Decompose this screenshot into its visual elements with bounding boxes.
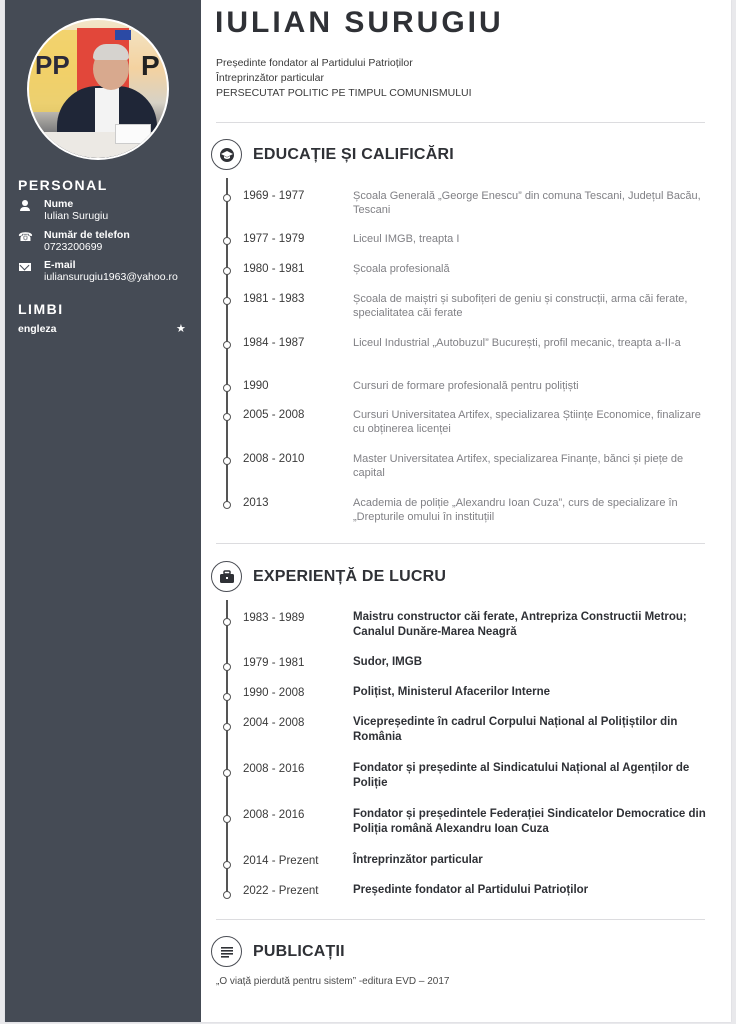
person-icon	[18, 200, 38, 214]
header-subtitles	[216, 56, 472, 101]
personal-label: E-mail	[44, 259, 76, 271]
star-icon: ★	[176, 323, 186, 335]
divider	[216, 919, 705, 920]
timeline-description: Întreprinzător particular	[353, 854, 483, 866]
publications-section-header	[211, 936, 345, 967]
timeline-node	[223, 413, 231, 421]
timeline-date: 2014 - Prezent	[243, 855, 319, 867]
timeline-date: 2008 - 2010	[243, 453, 305, 465]
timeline-description: Școala Generală „George Enescu” din comuna Tescani, Județul Bacău, Tescani	[353, 190, 701, 216]
divider	[216, 543, 705, 544]
timeline-description: Liceul IMGB, treapta I	[353, 233, 460, 245]
mail-icon	[18, 261, 38, 275]
timeline-date: 1977 - 1979	[243, 233, 305, 245]
timeline-description: Liceul Industrial „Autobuzul” București, profil mecanic, treapta a-II-a	[353, 337, 681, 349]
timeline-node	[223, 693, 231, 701]
timeline-description: Cursuri de formare profesională pentru polițiști	[353, 380, 579, 392]
timeline-description: Școala de maiștri și subofițeri de geniu și construcții, arma căi ferate, specialitatea căi ferate	[353, 293, 688, 319]
timeline-date: 1984 - 1987	[243, 337, 305, 349]
timeline-node	[223, 618, 231, 626]
timeline-date: 1983 - 1989	[243, 612, 305, 624]
language-name: engleza	[18, 323, 57, 335]
personal-label: Nume	[44, 198, 74, 210]
timeline-date: 2008 - 2016	[243, 763, 305, 775]
cv-page	[5, 0, 731, 1022]
publications-title: PUBLICAȚII	[253, 942, 345, 960]
timeline-line	[226, 600, 228, 898]
personal-value[interactable]: iuliansurugiu1963@yahoo.ro	[44, 271, 178, 283]
subtitle: Președinte fondator al Partidului Patrioților	[216, 57, 413, 69]
profile-photo: PP P	[27, 18, 169, 160]
publication-item: „O viață pierdută pentru sistem” -editura EVD – 2017	[216, 976, 450, 987]
timeline-node	[223, 891, 231, 899]
timeline-date: 1980 - 1981	[243, 263, 305, 275]
timeline-description: Fondator și președinte al Sindicatului Național al Agenților de Poliție	[353, 762, 690, 789]
timeline-description: Vicepreședinte în cadrul Corpului Național al Polițiștilor din România	[353, 716, 678, 743]
experience-title: EXPERIENȚĂ DE LUCRU	[253, 567, 447, 585]
timeline-date: 2013	[243, 497, 269, 509]
briefcase-icon	[211, 561, 242, 592]
timeline-description: Maistru constructor căi ferate, Antrepriza Constructii Metrou; Canalul Dunăre-Marea Neagră	[353, 611, 687, 638]
phone-icon: ☎	[18, 230, 33, 244]
timeline-node	[223, 769, 231, 777]
personal-value[interactable]: 0723200699	[44, 241, 103, 253]
education-title: EDUCAȚIE ȘI CALIFICĂRI	[253, 145, 454, 163]
timeline-node	[223, 384, 231, 392]
timeline-date: 2004 - 2008	[243, 717, 305, 729]
personal-section-title: PERSONAL	[18, 177, 108, 193]
timeline-node	[223, 815, 231, 823]
timeline-description: Președinte fondator al Partidului Patrioților	[353, 884, 589, 896]
personal-label: Număr de telefon	[44, 229, 130, 241]
timeline-node	[223, 267, 231, 275]
subtitle: Întreprinzător particular	[216, 72, 324, 84]
timeline-date: 2005 - 2008	[243, 409, 305, 421]
languages-section-title: LIMBI	[18, 301, 64, 317]
timeline-date: 1990	[243, 380, 269, 392]
timeline-node	[223, 663, 231, 671]
timeline-node	[223, 861, 231, 869]
personal-item-name	[18, 198, 108, 222]
timeline-description: Polițist, Ministerul Afacerilor Interne	[353, 686, 551, 698]
timeline-node	[223, 237, 231, 245]
timeline-date: 2008 - 2016	[243, 809, 305, 821]
timeline-node	[223, 194, 231, 202]
timeline-date: 1990 - 2008	[243, 687, 305, 699]
timeline-node	[223, 501, 231, 509]
main-content	[201, 0, 731, 1022]
timeline-description: Fondator și președintele Federației Sindicatelor Democratice din Poliția română Alexandru Ioan Cuza	[353, 808, 706, 835]
document-lines-icon	[211, 936, 242, 967]
timeline-node	[223, 341, 231, 349]
timeline-date: 1979 - 1981	[243, 657, 305, 669]
timeline-date: 2022 - Prezent	[243, 885, 319, 897]
timeline-description: Sudor, IMGB	[353, 656, 422, 668]
timeline-description: Academia de poliție „Alexandru Ioan Cuza”, curs de specializare în „Drepturile omului în instituțiil	[353, 497, 678, 523]
timeline-node	[223, 723, 231, 731]
timeline-node	[223, 457, 231, 465]
timeline-node	[223, 297, 231, 305]
personal-value: Iulian Surugiu	[44, 210, 109, 222]
experience-section-header	[211, 561, 446, 592]
timeline-description: Master Universitatea Artifex, specializarea Finanțe, bănci și piețe de capital	[353, 453, 684, 479]
timeline-date: 1969 - 1977	[243, 190, 305, 202]
personal-item-email	[18, 259, 178, 283]
graduation-cap-icon	[211, 139, 242, 170]
page-title: IULIAN SURUGIU	[215, 6, 504, 39]
timeline-description: Școala profesională	[353, 263, 450, 275]
divider	[216, 122, 705, 123]
personal-item-phone	[18, 229, 130, 253]
subtitle: PERSECUTAT POLITIC PE TIMPUL COMUNISMULUI	[216, 87, 472, 99]
sidebar	[5, 0, 201, 1022]
timeline-date: 1981 - 1983	[243, 293, 305, 305]
timeline-description: Cursuri Universitatea Artifex, specializarea Științe Economice, finalizare cu obținerea licenței	[353, 409, 701, 435]
education-section-header	[211, 139, 454, 170]
